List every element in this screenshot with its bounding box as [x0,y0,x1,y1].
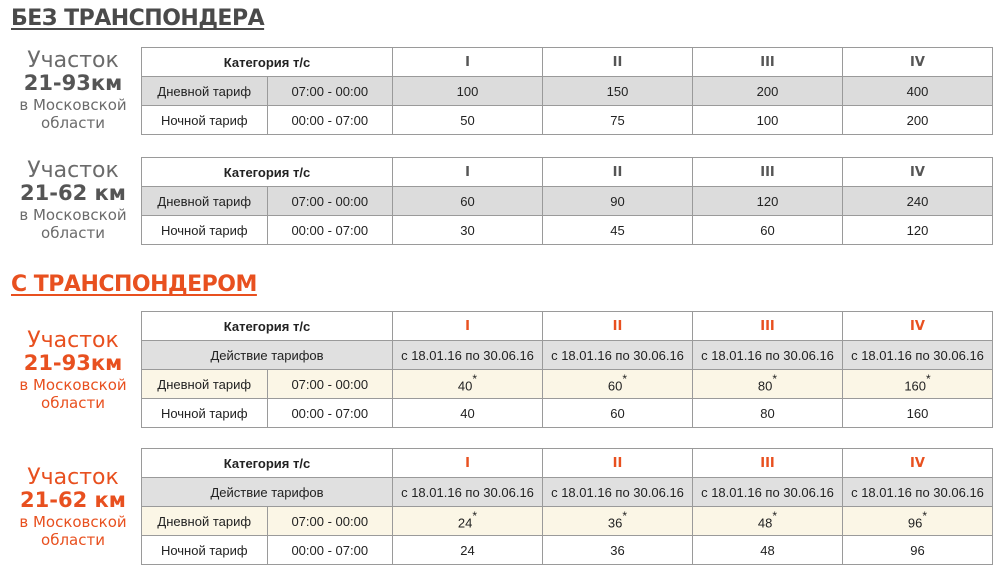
night-price-ii: 60 [543,399,693,428]
section-label-line4: области [41,114,105,132]
section-label-line2: 21-93км [23,71,123,95]
night-tariff-row [142,399,993,428]
section-label-line2: 21-62 км [20,181,126,205]
category-iii: III [693,158,843,187]
tariff-table-21-93-no-transponder [141,47,993,135]
price-value: 96 [907,515,923,531]
night-tariff-row [142,216,993,245]
day-price-iii: 200 [693,77,843,106]
price-value: 48 [757,515,773,531]
night-price-i: 40 [393,399,543,428]
category-iv: IV [843,449,993,478]
period-iii: с 18.01.16 по 30.06.16 [693,341,843,370]
category-iv: IV [843,158,993,187]
footnote-mark: * [622,509,628,524]
price-value: 40 [457,378,473,394]
category-header: Категория т/с [142,312,393,341]
period-label: Действие тарифов [142,341,393,370]
period-label: Действие тарифов [142,478,393,507]
section-label-line4: области [41,394,105,412]
night-price-iv: 96 [843,536,993,565]
section-label-line3: в Московской [19,206,127,224]
period-iii: с 18.01.16 по 30.06.16 [693,478,843,507]
day-tariff-time: 07:00 - 00:00 [267,77,393,106]
category-ii: II [543,158,693,187]
section-label-line4: области [41,531,105,549]
tariff-table-21-93-transponder [141,311,993,428]
night-tariff-label: Ночной тариф [142,399,268,428]
day-price-ii [543,370,693,399]
night-price-iii: 80 [693,399,843,428]
section-label-line3: в Московской [19,376,127,394]
day-price-i: 100 [393,77,543,106]
day-price-iv [843,370,993,399]
day-price-iv: 400 [843,77,993,106]
day-price-iii [693,507,843,536]
day-tariff-row [142,370,993,399]
category-ii: II [543,312,693,341]
footnote-mark: * [472,372,478,387]
tariff-table-21-62-transponder [141,448,993,565]
footnote-mark: * [922,509,928,524]
price-value: 24 [457,515,473,531]
section-label-21-62 [10,160,136,241]
night-tariff-time: 00:00 - 07:00 [267,399,393,428]
heading-with-transponder: С ТРАНСПОНДЕРОМ [11,272,257,297]
footnote-mark: * [472,509,478,524]
category-row [142,312,993,341]
night-price-iii: 100 [693,106,843,135]
section-label-21-62-transponder [10,467,136,548]
night-price-iv: 200 [843,106,993,135]
day-tariff-time: 07:00 - 00:00 [267,370,393,399]
section-label-line4: области [41,224,105,242]
day-price-ii: 150 [543,77,693,106]
category-header: Категория т/с [142,158,393,187]
section-label-line1: Участок [27,328,119,353]
period-iv: с 18.01.16 по 30.06.16 [843,341,993,370]
category-row [142,449,993,478]
category-i: I [393,158,543,187]
category-iv: IV [843,48,993,77]
day-tariff-time: 07:00 - 00:00 [267,187,393,216]
period-ii: с 18.01.16 по 30.06.16 [543,478,693,507]
night-tariff-label: Ночной тариф [142,216,268,245]
night-price-iv: 160 [843,399,993,428]
category-i: I [393,312,543,341]
section-label-21-93-transponder [10,330,136,411]
period-ii: с 18.01.16 по 30.06.16 [543,341,693,370]
period-row [142,341,993,370]
category-iii: III [693,312,843,341]
night-tariff-time: 00:00 - 07:00 [267,106,393,135]
day-tariff-label: Дневной тариф [142,370,268,399]
day-tariff-row [142,187,993,216]
category-i: I [393,449,543,478]
category-ii: II [543,449,693,478]
category-ii: II [543,48,693,77]
day-price-iv [843,507,993,536]
period-i: с 18.01.16 по 30.06.16 [393,341,543,370]
tariff-table-21-62-no-transponder [141,157,993,245]
night-tariff-time: 00:00 - 07:00 [267,536,393,565]
day-price-ii: 90 [543,187,693,216]
night-tariff-row [142,536,993,565]
period-i: с 18.01.16 по 30.06.16 [393,478,543,507]
price-value: 160 [904,378,927,394]
night-tariff-time: 00:00 - 07:00 [267,216,393,245]
day-price-i [393,507,543,536]
category-i: I [393,48,543,77]
night-tariff-label: Ночной тариф [142,106,268,135]
footnote-mark: * [622,372,628,387]
section-label-line1: Участок [27,158,119,183]
night-price-iii: 48 [693,536,843,565]
section-label-21-93 [10,50,136,131]
period-iv: с 18.01.16 по 30.06.16 [843,478,993,507]
category-row [142,48,993,77]
day-price-i [393,370,543,399]
section-label-line1: Участок [27,48,119,73]
category-iii: III [693,48,843,77]
day-price-iv: 240 [843,187,993,216]
day-tariff-row [142,507,993,536]
section-label-line1: Участок [27,465,119,490]
footnote-mark: * [926,372,931,387]
night-price-ii: 75 [543,106,693,135]
day-tariff-row [142,77,993,106]
day-price-iii [693,370,843,399]
price-value: 36 [607,515,623,531]
heading-no-transponder: БЕЗ ТРАНСПОНДЕРА [11,6,265,31]
price-value: 80 [757,378,773,394]
category-iv: IV [843,312,993,341]
night-price-ii: 36 [543,536,693,565]
section-label-line3: в Московской [19,96,127,114]
night-price-i: 30 [393,216,543,245]
section-label-line3: в Московской [19,513,127,531]
footnote-mark: * [772,509,778,524]
day-tariff-time: 07:00 - 00:00 [267,507,393,536]
category-header: Категория т/с [142,48,393,77]
day-tariff-label: Дневной тариф [142,507,268,536]
night-price-ii: 45 [543,216,693,245]
category-iii: III [693,449,843,478]
night-tariff-label: Ночной тариф [142,536,268,565]
day-price-ii [543,507,693,536]
category-header: Категория т/с [142,449,393,478]
night-price-iii: 60 [693,216,843,245]
section-label-line2: 21-93км [23,351,123,375]
night-price-i: 24 [393,536,543,565]
night-price-i: 50 [393,106,543,135]
period-row [142,478,993,507]
night-tariff-row [142,106,993,135]
night-price-iv: 120 [843,216,993,245]
category-row [142,158,993,187]
section-label-line2: 21-62 км [20,488,126,512]
footnote-mark: * [772,372,778,387]
price-value: 60 [607,378,623,394]
day-price-iii: 120 [693,187,843,216]
day-price-i: 60 [393,187,543,216]
day-tariff-label: Дневной тариф [142,77,268,106]
day-tariff-label: Дневной тариф [142,187,268,216]
